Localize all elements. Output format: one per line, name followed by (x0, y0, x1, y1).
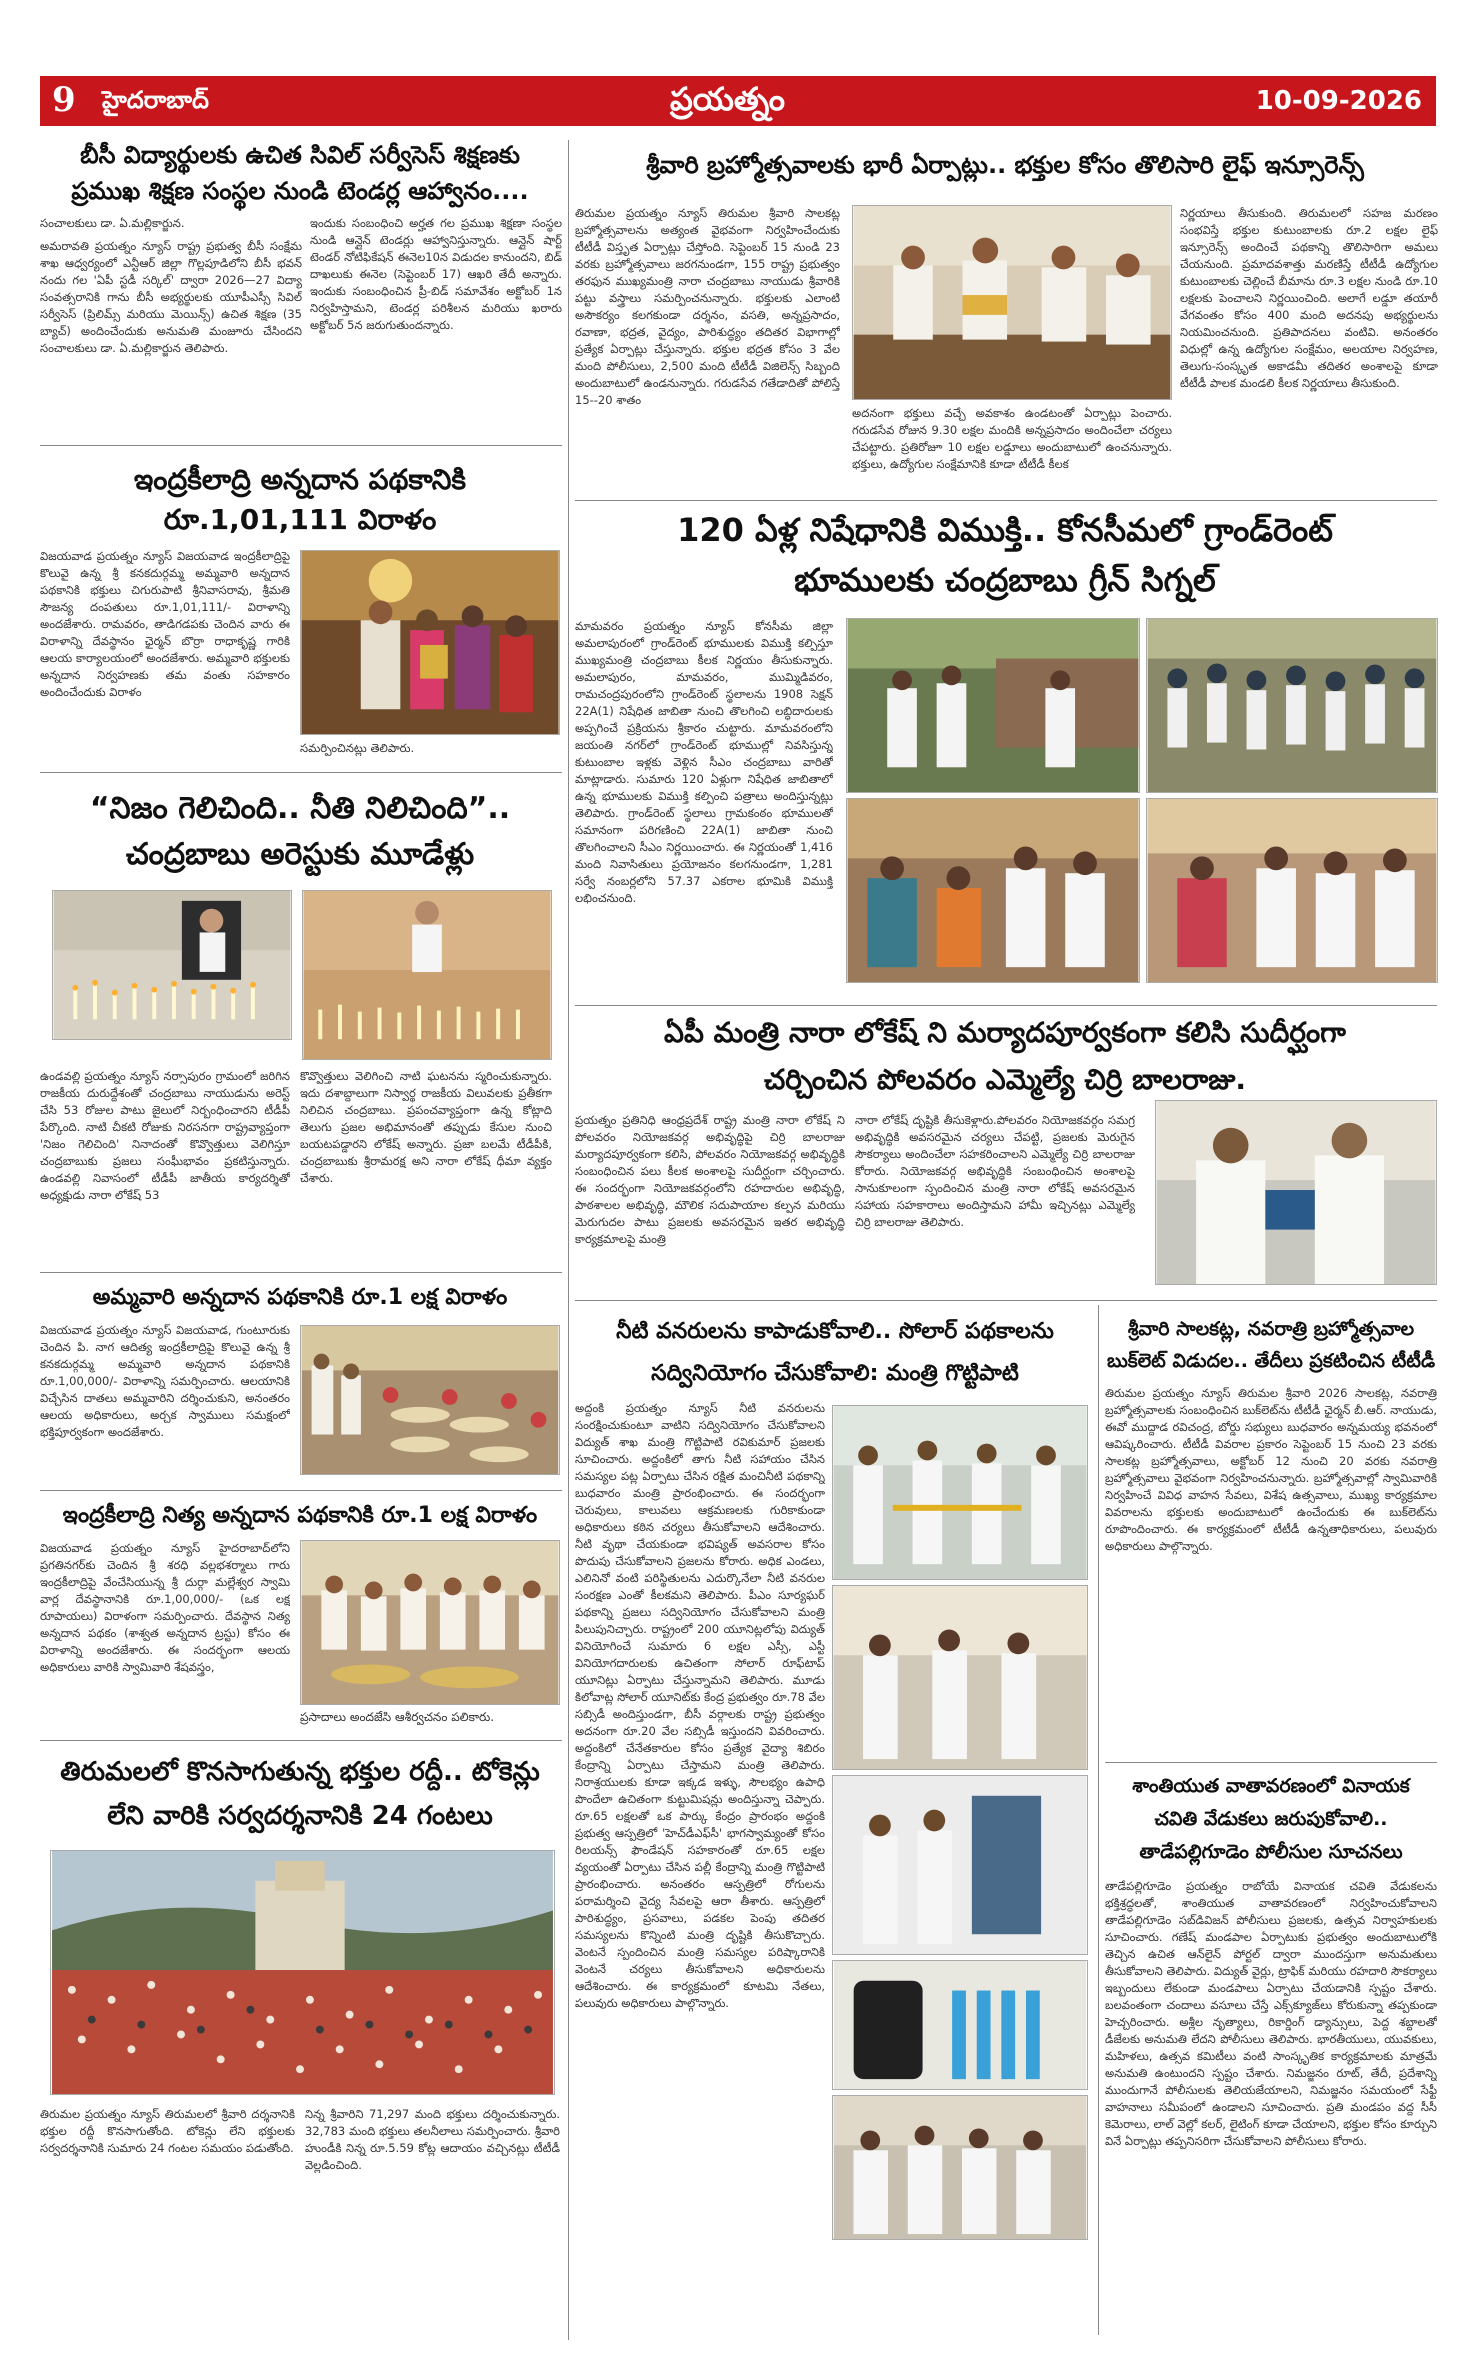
issue-date: 10-09-2026 (1255, 86, 1422, 116)
konaseema-headline-1: 120 ఏళ్ల నిషేధానికి విముక్తి.. కోనసీమలో గ్రాండ్‌రెంట్ (677, 511, 1333, 549)
divider (40, 445, 562, 446)
tirumala-col1: తిరుమల ప్రయత్నం న్యూస్ తిరుమలలో శ్రీవారి దర్శనానికి భక్తుల రద్దీ కొనసాగుతోంది. టోకెన్లు లేని భక్తులకు సర్వదర్శనానికి సుమారు 24 గంటల సమయం పడుతోంది. (40, 2107, 295, 2155)
bc-col1: అమరావతి ప్రయత్నం న్యూస్ రాష్ట్ర ప్రభుత్వ బీసీ సంక్షేమ శాఖ ఆధ్వర్యంలో ఎన్టీఆర్ జిల్లా గొల్లపూడిలోని బీసీ భవన్ నందు గల 'ఏపీ స్టడీ సర్కిల్' ద్వారా 2026—27 విద్యా సంవత్సరానికి గాను బీసీ అభ్యర్థులకు యూపీఎస్సీ సివిల్ సర్వీసెస్ (ప్రిలిమ్స్ మరియు మెయిన్స్) ఉచిత శిక్షణ (35 బ్యాచ్) అందించేందుకు అనుమతి మంజూరు చేసిందని సంచాలకులు డా. ఏ.మల్లికార్జున తెలిపారు. (40, 239, 302, 355)
vinayaka-headline-2: చవితి వేడుకలు జరుపుకోవాలి.. (1154, 1808, 1388, 1830)
masthead: ప్రయత్నం (670, 80, 785, 118)
navaratri-body: తిరుమల ప్రయత్నం న్యూస్ తిరుమల శ్రీవారి 2026 సాలకట్ల, నవరాత్రి బ్రహ్మోత్సవాలకు సంబంధించిన బుక్‌లెట్‌ను టీటీడీ ఛైర్మన్ బీ.ఆర్. నాయుడు, ఈవో ముద్దాడ రవిచంద్ర, బోర్డు సభ్యులు బుధవారం అన్నమయ్య భవనంలో ఆవిష్కరించారు. టీటీడీ వివరాల ప్రకారం సెప్టెంబర్ 15 నుంచి 23 వరకు సాలకట్ల బ్రహ్మోత్సవాలు, అక్టోబర్ 12 నుంచి 20 వరకు నవరాత్రి బ్రహ్మోత్సవాలు వైభవంగా నిర్వహించనున్నారు. బ్రహ్మోత్సవాల్లో స్వామివారికి నిర్వహించే వివిధ వాహన సేవలు, విశేష ఉత్సవాలు, ముఖ్య కార్యక్రమాల వివరాలను భక్తులకు అందుబాటులో ఉంచేందుకు ఈ బుక్‌లెట్‌ను రూపొందించారు. ఈ కార్యక్రమంలో టీటీడీ ఉన్నతాధికారులు, పలువురు అధికారులు పాల్గొన్నారు. (1105, 1386, 1437, 1553)
tirumala-crowd-photo (50, 1850, 555, 2095)
divider (40, 1490, 562, 1491)
solar-photo-5 (832, 2095, 1088, 2240)
tirumala-col2: నిన్న శ్రీవారిని 71,297 మంది భక్తులు దర్శించుకున్నారు. 32,783 మంది భక్తులు తలనీలాలు సమర్పించారు. శ్రీవారి హుండీకి నిన్న రూ.5.59 కోట్ల ఆదాయం వచ్చినట్లు టీటీడీ వెల్లడించింది. (305, 2107, 560, 2172)
nijam-photo-right (302, 890, 552, 1060)
divider (40, 772, 562, 773)
indrakiladri2-caption: ప్రసాదాలు అందజేసి ఆశీర్వచనం పలికారు. (300, 1710, 495, 1724)
solar-photo-3 (832, 1775, 1088, 1955)
konaseema-photo-4 (1146, 798, 1438, 983)
ammavari-body: విజయవాడ ప్రయత్నం న్యూస్ విజయవాడ, గుంటూరుకు చెందిన పి. నాగ ఆదిత్య ఇంద్రకీలాద్రిపై కొలువై ఉన్న శ్రీ కనకదుర్గమ్మ అమ్మవారి అన్నదాన పథకానికి రూ.1,00,000/- విరాళాన్ని సమర్పించారు. ఆలయానికి విచ్చేసిన దాతలు అమ్మవారిని దర్శించుకుని, అనంతరం ఆలయ అధికారులు, అర్చక స్వాములు సమక్షంలో భక్తిపూర్వకంగా అందజేశారు. (40, 1323, 290, 1439)
konaseema-headline-2: భూములకు చంద్రబాబు గ్రీన్ సిగ్నల్ (794, 561, 1216, 599)
vinayaka-headline-3: తాడేపల్లిగూడెం పోలీసుల సూచనలు (1139, 1841, 1403, 1863)
indrakiladri2-headline: ఇంద్రకీలాద్రి నిత్య అన్నదాన పథకానికి రూ.1 లక్ష విరాళం (62, 1503, 538, 1528)
bc-headline-2: ప్రముఖ శిక్షణ సంస్థల నుండి టెండర్ల ఆహ్వానం.... (71, 177, 529, 205)
konaseema-photo-1 (846, 618, 1140, 793)
solar-photo-2 (832, 1585, 1088, 1770)
indrakiladri1-headline-2: రూ.1,01,111 విరాళం (163, 503, 437, 536)
solar-photo-1 (832, 1405, 1088, 1580)
divider (40, 1272, 562, 1273)
ammavari-photo (300, 1325, 560, 1475)
tirumala-headline-1: తిరుమలలో కొనసాగుతున్న భక్తుల రద్దీ.. టోకెన్లు (60, 1757, 540, 1787)
column-divider (568, 140, 569, 2340)
ammavari-headline: అమ్మవారి అన్నదాన పథకానికి రూ.1 లక్ష విరాళం (92, 1285, 508, 1310)
solar-body: అద్దంకి ప్రయత్నం న్యూస్ నీటి వనరులను సంరక్షించుకుంటూ వాటిని సద్వినియోగం చేసుకోవాలని విద్యుత్ శాఖ మంత్రి గొట్టిపాటి రవికుమార్ ప్రజలకు సూచించారు. అద్దంకిలో తాగు నీటి సహాయం చేసిన సమస్యల పట్ల ఏర్పాటు చేసిన రక్షిత మంచినీటి పథకాన్ని బుధవారం మంత్రి ప్రారంభించారు. ఈ సందర్భంగా చెరువులు, కాలువలు ఆక్రమణలకు గురికాకుండా అధికారులు కఠిన చర్యలు తీసుకోవాలని ఆదేశించారు. నీటి వృథా చేయకుండా భవిష్యత్ అవసరాల కోసం పొదుపు చేసుకోవాలని ప్రజలను కోరారు. అధిక ఎండలు, ఎలినినో వంటి పరిస్థితులను ఎదుర్కొనేలా నీటి వనరుల సంరక్షణ ఎంతో కీలకమని తెలిపారు. పీఎం సూర్యఘర్ పథకాన్ని ప్రజలు సద్వినియోగం చేసుకోవాలని మంత్రి పిలుపునిచ్చారు. రాష్ట్రంలో 200 యూనిట్లలోపు విద్యుత్ వినియోగించే సుమారు 6 లక్షల ఎస్సీ, ఎస్టీ వినియోగదారులకు ఉచితంగా సోలార్ రూఫ్‌టాప్ యూనిట్లు ఏర్పాటు చేస్తున్నామని తెలిపారు. మూడు కిలోవాట్ల సోలార్ యూనిట్‌కు కేంద్ర ప్రభుత్వం రూ.78 వేల సబ్సిడీ అందిస్తుండగా, బీసీ వర్గాలకు రాష్ట్ర ప్రభుత్వం అదనంగా రూ.20 వేల సబ్సిడీ ఇస్తుందని వివరించారు. అద్దంకిలో చేనేతకారుల కోసం ప్రత్యేక వైద్యా శిబిరం కేంద్రాన్ని ఏర్పాటు చేస్తామని మంత్రి తెలిపారు. నిరాశ్రయులకు కూడా ఇక్కడ ఇళ్ళు, సౌలభ్యం ఉపాధి పొందేలా ఉచితంగా కుట్టుమిషన్లు అందిస్తున్నా చెప్పారు. రూ.65 లక్షలతో ఒక పార్కు కేంద్రం ప్రారంభం అద్దంకి ప్రభుత్వ ఆస్పత్రిలో 'హెచ్‌డీఎఫ్‌సీ' భాగస్వామ్యంతో కోసం రిలయన్స్ ఫౌండేషన్ సహకారంతో రూ.65 లక్షల వ్యయంతో ఏర్పాటు చేసిన పల్లీ కేంద్రాన్ని మంత్రి గొట్టిపాటి ప్రారంభించారు. అనంతరం ఆస్పత్రిలో రోగులను పరామర్శించి వైద్య సేవలపై ఆరా తీశారు. ఆస్పత్రిలో పారిశుద్ధ్యం, ప్రసవాలు, పడకల పెంపు తదితర సమస్యలను కొన్నింటి మంత్రి దృష్టికి తీసుకొచ్చారు. వెంటనే స్పందించిన మంత్రి సమస్యల పరిష్కారానికి వెంటనే చర్యలు తీసుకోవాలని అధికారులను ఆదేశించారు. ఈ కార్యక్రమంలో కూటమి నేతలు, పలువురు అధికారులు పాల్గొన్నారు. (575, 1401, 825, 2010)
lokesh-headline-1: ఏపీ మంత్రి నారా లోకేష్ ని మర్యాదపూర్వకంగా కలిసి సుదీర్ఘంగా (664, 1016, 1346, 1049)
konaseema-body: మామవరం ప్రయత్నం న్యూస్ కోనసీమ జిల్లా అమలాపురంలో గ్రాండ్‌రెంట్ భూములకు విముక్తి కల్పిస్తూ ముఖ్యమంత్రి చంద్రబాబు కీలక నిర్ణయం తీసుకున్నారు. అమలాపురం, మామవరం, ముమ్మిడివరం, రామచంద్రపురంలోని గ్రాండ్‌రెంట్ స్థలాలను 1908 సెక్షన్ 22A(1) నిషేధిత జాబితా నుంచి తొలగించి లబ్ధిదారులకు అప్పగించే ప్రక్రియను శ్రీకారం చుట్టారు. మామవరంలోని జయంతి నగర్‌లో గ్రాండ్‌రెంట్ భూముల్లో నివసిస్తున్న కుటుంబాల ఇళ్లకు వెళ్లిన సీఎం చంద్రబాబు వారితో మాట్లాడారు. సుమారు 120 ఏళ్లుగా నిషేధిత జాబితాలో ఉన్న భూములకు విముక్తి కల్పించి పత్రాలు అందిస్తున్నట్లు తెలిపారు. గ్రాండ్‌రెంట్ స్థలాలు గ్రామకంఠం భూములతో సమానంగా పరిగణించి 22A(1) జాబితా నుంచి తొలగించాలని సీఎం నిర్ణయించారు. ఈ నిర్ణయంతో 1,416 మంది నివాసితులు ప్రయోజనం కలగనుండగా, 1,281 సర్వే నంబర్లలోని 57.37 ఎకరాల భూమికి విముక్తి లభించనుంది. (575, 619, 833, 905)
bc-headline-1: బీసీ విద్యార్థులకు ఉచిత సివిల్ సర్వీసెస్ శిక్షణకు (80, 141, 520, 169)
srivari-meeting-photo (852, 205, 1172, 400)
solar-photo-4 (832, 1960, 1088, 2090)
nijam-headline-2: చంద్రబాబు అరెస్టుకు మూడేళ్లు (125, 837, 475, 872)
indrakiladri2-body: విజయవాడ ప్రయత్నం న్యూస్ హైదరాబాద్‌లోని ప్రగతినగర్‌కు చెందిన శ్రీ శరధి వల్లభశర్మాలు గారు ఇంద్రకీలాద్రిపై వేంచేసియున్న శ్రీ దుర్గా మల్లేశ్వర స్వామి వార్ల దేవస్థానానికి రూ.1,00,000/- (ఒక లక్ష రూపాయలు) విరాళంగా సమర్పించారు. దేవస్థాన నిత్య అన్నదాన పథకం (శాశ్వత అన్నదాన ట్రస్టు) కోసం ఈ విరాళాన్ని అందజేశారు. ఈ సందర్భంగా ఆలయ అధికారులు వారికి స్వామివారి శేషవస్త్రం, (40, 1541, 290, 1674)
lokesh-photo (1155, 1100, 1437, 1285)
divider (40, 1740, 562, 1741)
divider (575, 1005, 1437, 1006)
indrakiladri1-body-end: సమర్పించినట్లు తెలిపారు. (300, 741, 415, 755)
bc-byline: సంచాలకులు డా. ఏ.మల్లికార్జున. (40, 216, 185, 230)
divider (575, 500, 1437, 501)
konaseema-photo-2 (1146, 618, 1438, 793)
city-label: హైదరాబాద్ (102, 86, 209, 114)
page-header-banner (40, 76, 1436, 126)
lokesh-headline-2: చర్చించిన పోలవరం ఎమ్మెల్యే చిర్రి బాలరాజు. (764, 1063, 1246, 1096)
divider (575, 1300, 1437, 1301)
solar-headline-2: సద్వినియోగం చేసుకోవాలి: మంత్రి గొట్టిపాటి (651, 1361, 1019, 1386)
indrakiladri1-photo (300, 550, 560, 735)
srivari-col2: అదనంగా భక్తులు వచ్చే అవకాశం ఉండటంతో ఏర్పాట్లు పెంచారు. గరుడసేవ రోజున 9.30 లక్షల మందికి అన్నప్రసాదం అందించేలా చర్యలు చేపట్టారు. ప్రతిరోజూ 10 లక్షల లడ్డూలు అందుబాటులో ఉంచనున్నారు. భక్తులు, ఉద్యోగుల సంక్షేమానికి కూడా టీటీడీ కీలక (852, 406, 1172, 471)
srivari-col3: నిర్ణయాలు తీసుకుంది. తిరుమలలో సహజ మరణం సంభవిస్తే భక్తుల కుటుంబాలకు రూ.2 లక్షల లైఫ్ ఇన్సూరెన్స్ అందించే పథకాన్ని తొలిసారిగా అమలు చేయనుంది. ప్రమాదవశాత్తు మరణిస్తే టీటీడీ ఉద్యోగుల కుటుంబాలకు చెల్లించే బీమాను రూ.3 లక్షల నుండి రూ.10 లక్షలకు పెంచాలని నిర్ణయించింది. అలాగే లడ్డూ తయారీ వేగవంతం కోసం 400 మంది అదనపు అభ్యర్థులను నియమించనుంది. ప్రతిపాదనలు వంటివి. అనంతరం విధుల్లో ఉన్న ఉద్యోగుల సంక్షేమం, అలయాల నిర్వహణ, తెలుగు-సంస్కృత అకాడమీ తదితర అంశాలపై కూడా టీటీడీ పాలక మండలి కీలక నిర్ణయాలు తీసుకుంది. (1180, 206, 1438, 390)
srivari-headline: శ్రీవారి బ్రహ్మోత్సవాలకు భారీ ఏర్పాట్లు.. భక్తుల కోసం తొలిసారి లైఫ్ ఇన్సూరెన్స్ (646, 151, 1364, 179)
navaratri-headline-2: బుక్‌లెట్ విడుదల.. తేదీలు ప్రకటించిన టీటీడీ (1106, 1350, 1436, 1372)
bc-col2: ఇందుకు సంబంధించి అర్హత గల ప్రముఖ శిక్షణా సంస్థల నుండి ఆన్లైన్ టెండర్లు ఆహ్వానిస్తున్నారు. ఆన్లైన్ షార్ట్ టెండర్ నోటిఫికేషన్ ఈనెల10న విడుదల కానుందని, బిడ్ దాఖలుకు ఈనెల (సెప్టెంబర్ 17) ఆఖరి తేదీ అన్నారు. ఇందుకు సంబంధించిన ప్రీ-బిడ్ సమావేశం అక్టోబర్ 1న నిర్వహిస్తామని, టెండర్ల పరిశీలన మరియు ఖరారు అక్టోబర్ 5న జరుగుతుందన్నారు. (310, 216, 562, 332)
solar-headline-1: నీటి వనరులను కాపాడుకోవాలి.. సోలార్ పథకాలను (616, 1319, 1054, 1344)
nijam-col1: ఉండవల్లి ప్రయత్నం న్యూస్ నర్సాపురం గ్రామంలో జరిగిన రాజకీయ దురుద్దేశంతో చంద్రబాబు నాయుడును అరెస్ట్ చేసి 53 రోజుల పాటు జైలులో నిర్బంధించారని టీడీపీ పేర్కొంది. నాటి చీకటి రోజుకు నిరసనగా రాష్ట్రవ్యాప్తంగా 'నిజం గెలిచింది' నినాదంతో కొవ్వొత్తులు వెలిగిస్తూ చంద్రబాబుకు ప్రజలు సంఘీభావం ప్రకటిస్తున్నారు. ఉండవల్లి నివాసంలో టీడీపీ జాతీయ కార్యదర్శితో అధ్యక్షుడు నారా లోకేష్ 53 (40, 1069, 290, 1202)
nijam-col2: కొవ్వొత్తులు వెలిగించి నాటి ఘటనను స్మరించుకున్నారు. ఇదు దశాబ్దాలుగా నిస్వార్థ రాజకీయ విలువలకు ప్రతీకగా నిలిచిన చంద్రబాబు. ప్రపంచవ్యాప్తంగా ఉన్న కోట్లాది తెలుగు ప్రజల అభిమానంతో తప్పుడు కేసుల నుంచి బయటపడ్డారని లోకేష్ అన్నారు. ప్రజా బలమే టీడీపీకి, చంద్రబాబుకు శ్రీరామరక్ష అని నారా లోకేష్ ధీమా వ్యక్తం చేశారు. (300, 1069, 552, 1185)
nijam-photo-left (52, 890, 292, 1040)
indrakiladri1-body: విజయవాడ ప్రయత్నం న్యూస్ విజయవాడ ఇంద్రకీలాద్రిపై కొలువై ఉన్న శ్రీ కనకదుర్గమ్మ అమ్మవారి అన్నదాన పథకానికి భక్తులు చిగురుపాటి శ్రీనివాసరావు, శ్రీమతి సౌజన్య దంపతులు రూ.1,01,111/- విరాళాన్ని అందజేశారు. రామవరం, తాడిగడపకు చెందిన వారు ఈ విరాళాన్ని దేవస్థానం ఛైర్మన్ బొర్రా రాధాకృష్ణ గారికి ఆలయ కార్యాలయంలో అందజేశారు. అమ్మవారి భక్తులకు అన్నదాన నిర్వహణకు తమ వంతు సహకారం అందించేందుకు విరాళం (40, 549, 290, 699)
konaseema-photo-3 (846, 798, 1140, 983)
lokesh-col1: ప్రయత్నం ప్రతినిధి ఆంధ్రప్రదేశ్ రాష్ట్ర మంత్రి నారా లోకేష్ ని పోలవరం నియోజకవర్గ అభివృద్ధిపై చిర్రి బాలరాజు మర్యాదపూర్వకంగా కలిసి, పోలవరం నియోజకవర్గ అభివృద్ధికి సంబంధించిన పలు కీలక అంశాలపై సుదీర్ఘంగా చర్చించారు. ఈ సందర్భంగా నియోజకవర్గంలోని రహదారుల అభివృద్ధి, పాఠశాలల అభివృద్ధి, మౌలిక సదుపాయాల కల్పన మరియు మెరుగుదల పాటు ప్రజలకు అవసరమైన ఇతర అభివృద్ధి కార్యక్రమాలపై మంత్రి (575, 1113, 845, 1246)
column-divider (1098, 1305, 1099, 2335)
nijam-headline-1: “నిజం గెలిచింది.. నీతి నిలిచింది”.. (89, 791, 511, 826)
indrakiladri1-headline-1: ఇంద్రకీలాద్రి అన్నదాన పథకానికి (133, 463, 467, 496)
lokesh-col2: నారా లోకేష్ దృష్టికి తీసుకెళ్లారు.పోలవరం నియోజకవర్గం సమగ్ర అభివృద్ధికి అవసరమైన చర్యలు చేపట్టి, ప్రజలకు మెరుగైన సౌకర్యాలు అందించేలా సహకరించాలని ఎమ్మెల్యే చిర్రి బాలరాజు కోరారు. నియోజకవర్గ అభివృద్ధికి సంబంధించిన అంశాలపై సానుకూలంగా స్పందించిన మంత్రి నారా లోకేష్ అవసరమైన సహాయ సహకారాలు అందిస్తామని హామీ ఇచ్చినట్లు ఎమ్మెల్యే చిర్రి బాలరాజు తెలిపారు. (855, 1113, 1135, 1229)
srivari-col1: తిరుమల ప్రయత్నం న్యూస్ తిరుమల శ్రీవారి సాలకట్ల బ్రహ్మోత్సవాలను అత్యంత వైభవంగా నిర్వహించేందుకు టీటీడీ విస్తృత ఏర్పాట్లు చేస్తోంది. సెప్టెంబర్ 15 నుండి 23 వరకు బ్రహ్మోత్సవాలు జరగనుండగా, 155 రాష్ట్ర ప్రభుత్వం తరఫున ముఖ్యమంత్రి నారా చంద్రబాబు నాయుడు శ్రీవారికి పట్టు వస్త్రాలు సమర్పించనున్నారు. భక్తులకు ఎలాంటి అసౌకర్యం కలగకుండా దర్శనం, వసతి, అన్నప్రసాదం, రవాణా, భద్రత, వైద్యం, పారిశుద్ధ్యం తదితర విభాగాల్లో ప్రత్యేక ఏర్పాట్లు చేస్తున్నారు. భక్తుల భద్రత కోసం 3 వేల మంది పోలీసులు, 2,500 మంది టీటీడీ విజిలెన్స్ సిబ్బంది అందుబాటులో ఉండనున్నారు. గరుడసేవ గతేడాదితో పోలిస్తే 15--20 శాతం (575, 206, 840, 407)
page-number: 9 (52, 80, 76, 120)
divider (1105, 1762, 1437, 1763)
vinayaka-headline-1: శాంతియుత వాతావరణంలో వినాయక (1132, 1775, 1410, 1797)
tirumala-headline-2: లేని వారికి సర్వదర్శనానికి 24 గంటలు (107, 1801, 493, 1831)
indrakiladri2-photo (300, 1540, 560, 1705)
vinayaka-body: తాడేపల్లిగూడెం ప్రయత్నం రాబోయే వినాయక చవితి వేడుకలను భక్తిశ్రద్ధలతో, శాంతియుత వాతావరణంలో నిర్వహించుకోవాలని తాడేపల్లిగూడెం సబ్‌డివిజన్ పోలీసులు ప్రజలకు, ఉత్సవ నిర్వాహకులకు సూచించారు. గణేష్ మండపాల ఏర్పాటుకు ప్రభుత్వం అందుబాటులోకి తెచ్చిన ఉచిత ఆన్‌లైన్ పోర్టల్ ద్వారా ముందస్తుగా అనుమతులు తీసుకోవాలని తెలిపారు. విద్యుత్ వైర్లు, ట్రాఫిక్ మరియు రహదారి సౌకర్యాలు ఇబ్బందులు లేకుండా మండపాలు ఏర్పాటు చేయడానికి స్పష్టం చేశారు. బలవంతంగా చందాలు వసూలు చేస్తే ఎక్స్‌క్యూజ్‌లు కోరుకున్నా తప్పకుండా హెచ్చరించారు. అశ్లీల నృత్యాలు, రికార్డింగ్ డ్యాన్సులు, పెద్ద శబ్దాలతో డీజేలకు అనుమతి లేదని పోలీసులు తెలిపారు. భారతీయులు, యువకులు, మహిళలు, ఉత్సవ కమిటీలు వంటి సాంస్కృతిక కార్యక్రమాలకు మాత్రమే అనుమతి ఉంటుందని స్పష్టం చేశారు. నిమజ్జనం రూట్, తేదీ, ప్రదేశాన్ని ముందుగానే పోలీసులకు తెలియజేయాలని, నిమజ్జనం సమయంలో సేఫ్టీ వాహనాలు సమీపంలో ఉండాలని సూచించారు. ప్రతి మండపం వద్ద సీసీ కెమెరాలు, లాల్ వెల్లో కలర్, లైటింగ్ కూడా చేయాలని, భక్తుల కోసం కూర్చుని వినే ఏర్పాట్లు తప్పనిసరిగా చేసుకోవాలని పోలీసులు కోరారు. (1105, 1879, 1437, 2148)
navaratri-headline-1: శ్రీవారి సాలకట్ల, నవరాత్రి బ్రహ్మోత్సవాల (1127, 1318, 1415, 1340)
